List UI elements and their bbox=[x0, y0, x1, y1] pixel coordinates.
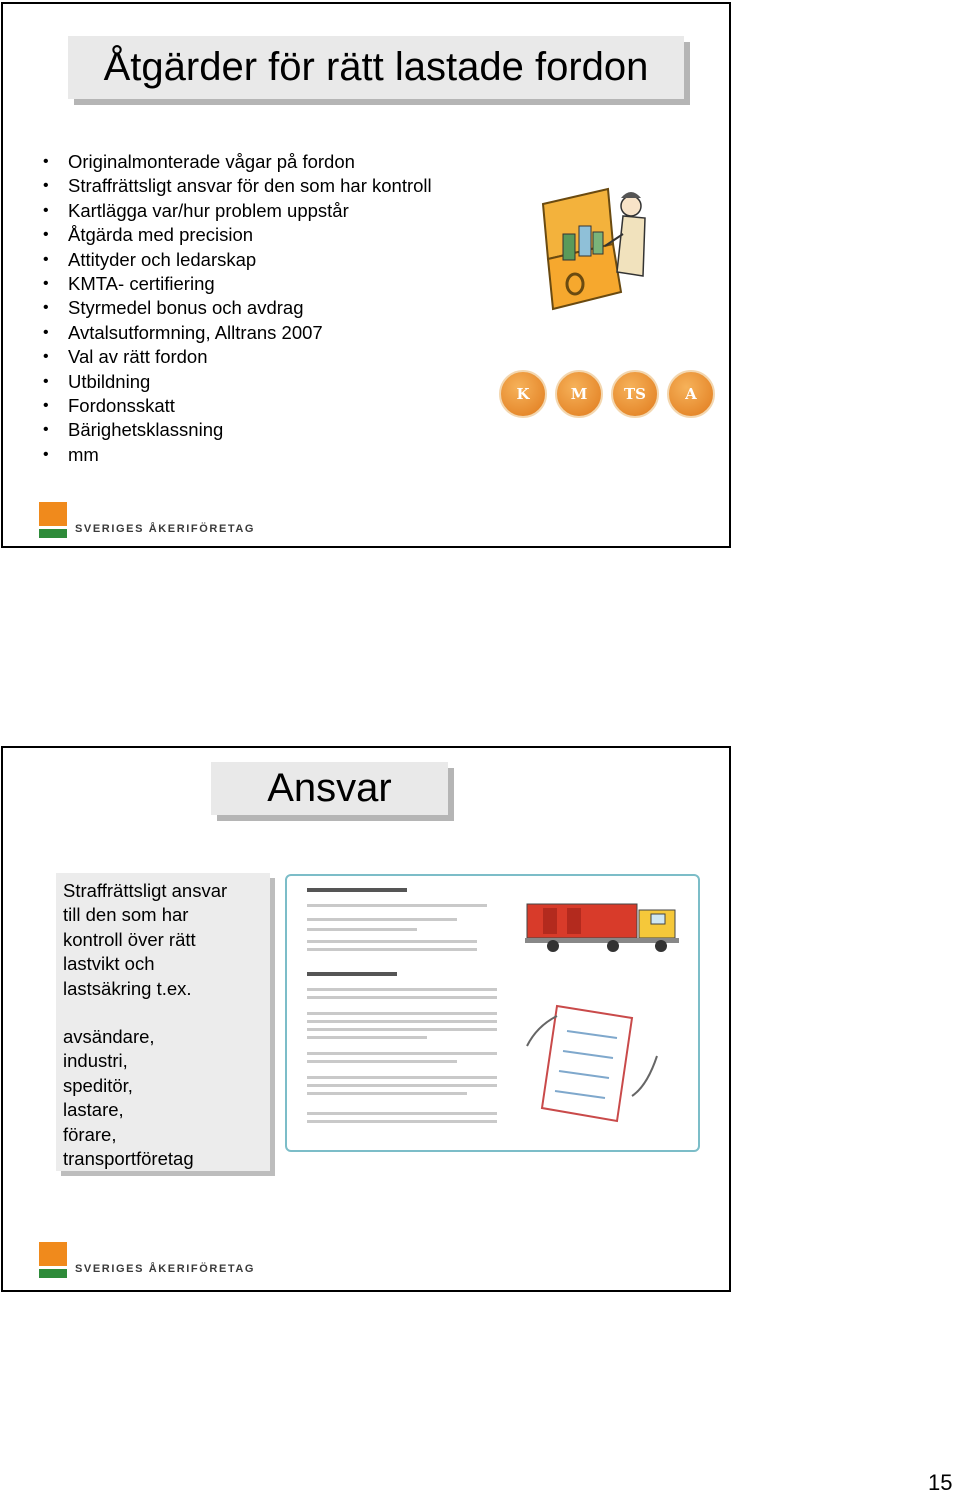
badge-a: A bbox=[667, 370, 715, 418]
text-line: lastsäkring t.ex. bbox=[63, 977, 192, 999]
logo-text: SVERIGES ÅKERIFÖRETAG bbox=[75, 523, 256, 535]
slide-2-title: Ansvar bbox=[211, 762, 448, 815]
list-item: • KMTA- certifiering bbox=[43, 272, 443, 296]
list-item: • Fordonsskatt bbox=[43, 394, 443, 418]
document-image bbox=[285, 874, 700, 1152]
company-logo bbox=[39, 502, 255, 538]
text-line: till den som har bbox=[63, 904, 189, 926]
logo-icon bbox=[39, 502, 67, 538]
certification-badges bbox=[499, 370, 715, 418]
badge-m: M bbox=[555, 370, 603, 418]
responsibility-text-box bbox=[56, 873, 270, 1171]
text-line: transportföretag bbox=[63, 1148, 194, 1170]
list-item: • Åtgärda med precision bbox=[43, 223, 443, 247]
logo-text: SVERIGES ÅKERIFÖRETAG bbox=[75, 1263, 256, 1275]
list-item: • Styrmedel bonus och avdrag bbox=[43, 296, 443, 320]
text-line: speditör, bbox=[63, 1074, 133, 1096]
list-item: • Val av rätt fordon bbox=[43, 345, 443, 369]
bullet-list bbox=[43, 150, 443, 467]
list-item: • Straffrättsligt ansvar för den som har kontroll bbox=[43, 174, 443, 198]
badge-k: K bbox=[499, 370, 547, 418]
text-line: lastvikt och bbox=[63, 953, 155, 975]
slide-1-title: Åtgärder för rätt lastade fordon bbox=[68, 36, 684, 99]
text-line: förare, bbox=[63, 1123, 117, 1145]
text-line: kontroll över rätt bbox=[63, 928, 196, 950]
company-logo bbox=[39, 1242, 255, 1278]
toolbox-illustration bbox=[533, 184, 663, 319]
list-item: • Originalmonterade vågar på fordon bbox=[43, 150, 443, 174]
truck-icon bbox=[523, 896, 683, 956]
list-item: • Avtalsutformning, Alltrans 2007 bbox=[43, 321, 443, 345]
text-line: avsändare, bbox=[63, 1026, 155, 1048]
list-item: • Bärighetsklassning bbox=[43, 418, 443, 442]
badge-ts: TS bbox=[611, 370, 659, 418]
text-line: Straffrättsligt ansvar bbox=[63, 880, 228, 901]
checklist-icon bbox=[517, 996, 667, 1136]
list-item: • Utbildning bbox=[43, 370, 443, 394]
list-item: • Kartlägga var/hur problem uppstår bbox=[43, 199, 443, 223]
page-number: 15 bbox=[928, 1470, 953, 1495]
list-item: • Attityder och ledarskap bbox=[43, 248, 443, 272]
slide-2 bbox=[1, 746, 731, 1292]
list-item: • mm bbox=[43, 443, 443, 467]
logo-icon bbox=[39, 1242, 67, 1278]
text-line: industri, bbox=[63, 1050, 128, 1072]
slide-1 bbox=[1, 2, 731, 548]
text-line: lastare, bbox=[63, 1099, 124, 1121]
